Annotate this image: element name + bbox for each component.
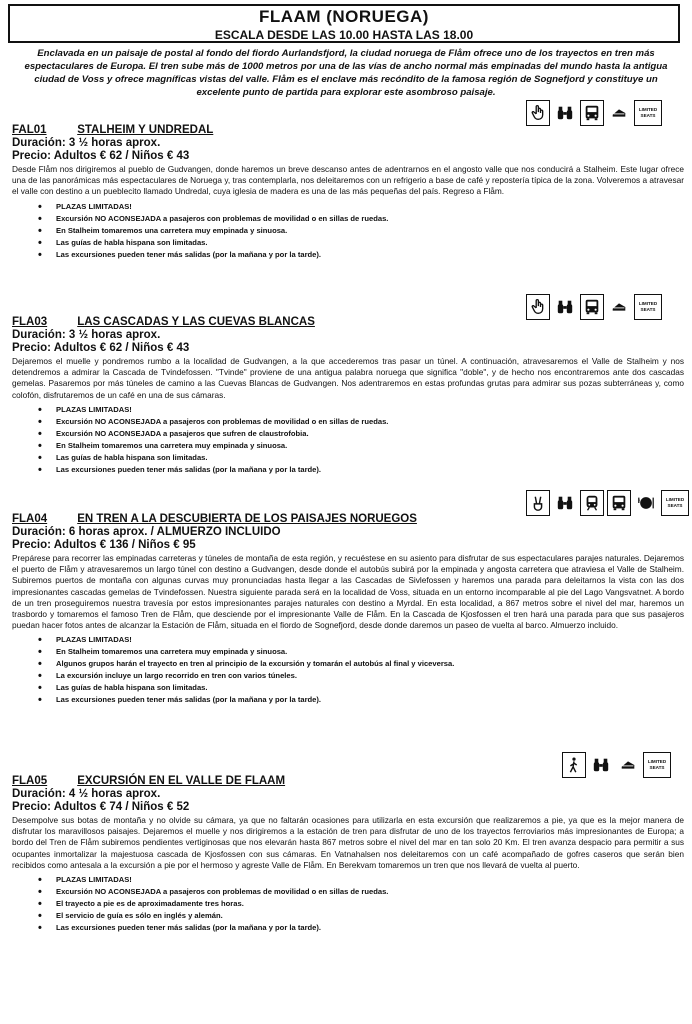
excursion-notes — [12, 404, 684, 476]
excursion-duration: Duración: 4 ½ horas aprox. — [12, 788, 161, 800]
excursion-code: FLA04 — [12, 513, 48, 525]
excursion-description: Desempolve sus botas de montaña y no olvide su cámara, ya que no faltarán ocasiones para utilizarla en esta excursión que realizaremos a pie, ya que es la mejor manera de disfrutar los maravillosos paisajes. Dejaremos el muelle y nos dirigiremos a la estación de tren para disfrutar de uno de los trayectos ferroviarios más impresionantes de Europa; a bordo del Tren de Flåm subiremos pendientes vertiginosas que nos elevarán hasta 867 metros sobre el nivel del mar en tan solo 20 Km. El tren avanza despacio para permitir a sus ocupantes inmortalizar la majestuosa cascada de Kjosfossen con sus cámaras. En Vatnahalsen nos deleitaremos con un café acompañado de gofres caseros que serán bien recibidos como antesala a la excursión a pie por el hermoso y agreste Valle de Flåm. En Berekvam tomaremos un tren que nos llevará de vuelta al puerto. — [12, 815, 684, 870]
note-item: • Las excursiones pueden tener más salidas (por la mañana y por la tarde). — [38, 694, 684, 706]
note-item: • En Stalheim tomaremos una carretera muy empinada y sinuosa. — [38, 225, 684, 237]
excursion-code: FLA05 — [12, 775, 48, 787]
note-item: • Las excursiones pueden tener más salidas (por la mañana y por la tarde). — [38, 922, 684, 934]
page-subtitle: ESCALA DESDE LAS 10.00 HASTA LAS 18.00 — [214, 28, 474, 42]
section-heading — [12, 316, 684, 329]
excursion-price: Precio: Adultos € 136 / Niños € 95 — [12, 539, 196, 551]
excursion-section-2 — [12, 316, 684, 476]
note-item: • Excursión NO ACONSEJADA a pasajeros con problemas de movilidad o en sillas de ruedas. — [38, 213, 684, 225]
snack-icon — [607, 100, 631, 126]
header-box — [8, 4, 680, 43]
note-item: • PLAZAS LIMITADAS! — [38, 874, 684, 886]
note-item: • Excursión NO ACONSEJADA a pasajeros que sufren de claustrofobia. — [38, 428, 684, 440]
note-item: • Las excursiones pueden tener más salidas (por la mañana y por la tarde). — [38, 464, 684, 476]
excursion-name: EN TREN A LA DESCUBIERTA DE LOS PAISAJES NORUEGOS — [77, 513, 417, 525]
section-1-icons — [526, 100, 662, 126]
excursion-code: FAL01 — [12, 124, 47, 136]
section-heading — [12, 124, 684, 137]
excursion-section-3 — [12, 513, 684, 706]
excursion-price: Precio: Adultos € 74 / Niños € 52 — [12, 801, 190, 813]
excursion-code: FLA03 — [12, 316, 48, 328]
excursion-duration: Duración: 3 ½ horas aprox. — [12, 137, 161, 149]
note-item: • Las guías de habla hispana son limitadas. — [38, 682, 684, 694]
excursion-name: STALHEIM Y UNDREDAL — [77, 124, 214, 136]
excursion-duration: Duración: 6 horas aprox. / ALMUERZO INCLUIDO — [12, 526, 281, 538]
excursion-name: EXCURSIÓN EN EL VALLE DE FLAAM — [77, 775, 286, 787]
excursion-duration: Duración: 3 ½ horas aprox. — [12, 329, 161, 341]
excursion-description: Prepárese para recorrer las empinadas carreteras y túneles de montaña de esta región, y recuéstese en su asiento para disfrutar de sus espectaculares parajes naturales. Dejaremos el puerto de Flåm y atravesaremos un largo túnel con destino a Gudvangen, desde donde el autobús subirá por la empinada y angosta carretera que atraviesa el Valle de Stalheim. Subiremos puertos de montaña con algunas curvas muy pronunciadas hasta llegar a las Cascadas de Sivlefossen y haremos una parada para deleitarnos la vista con las dos impresionantes cascadas gemelas de Tvindefossen. Nuestra siguiente parada será en la localidad de Voss, situada en un entorno incomparable al pie del Lago Vangsvatnet. A bordo de un tren proseguiremos nuestra travesía por estos impresionantes parajes naturales con destino a Myrdal. En esta localidad, a 867 metros sobre el nivel del mar, haremos un trasbordo y tomaremos el famoso Tren de Flåm, que desciende por el impresionante Valle de Flåm. En la Cascada de Kjosfossen el tren hará una parada para que sus pasajeros puedan hacer fotos antes de alcanzar la Estación de Flåm, situada en el fiordo de Sognefjord, desde donde daremos un paseo de vuelta al barco. Almuerzo incluido. — [12, 553, 684, 631]
note-item: • La excursión incluye un largo recorrido en tren con varios túneles. — [38, 670, 684, 682]
excursion-notes — [12, 634, 684, 706]
note-item: • PLAZAS LIMITADAS! — [38, 201, 684, 213]
page-title: FLAAM (NORUEGA) — [259, 7, 429, 26]
note-item: • Excursión NO ACONSEJADA a pasajeros con problemas de movilidad o en sillas de ruedas. — [38, 886, 684, 898]
limited-seats-badge: LIMITED SEATS — [643, 752, 671, 778]
excursion-section-4 — [12, 775, 684, 934]
limited-seats-badge: LIMITED SEATS — [634, 294, 662, 320]
binoculars-icon — [553, 100, 577, 126]
note-item: • El servicio de guía es sólo en inglés y alemán. — [38, 910, 684, 922]
excursion-notes — [12, 201, 684, 261]
note-item: • Las guías de habla hispana son limitadas. — [38, 237, 684, 249]
note-item: • En Stalheim tomaremos una carretera muy empinada y sinuosa. — [38, 440, 684, 452]
note-item: • Excursión NO ACONSEJADA a pasajeros con problemas de movilidad o en sillas de ruedas. — [38, 416, 684, 428]
excursion-price: Precio: Adultos € 62 / Niños € 43 — [12, 342, 190, 354]
excursion-description: Dejaremos el muelle y pondremos rumbo a la localidad de Gudvangen, a la que accederemos tras pasar un túnel. A continuación, atravesaremos el Valle de Stalheim y nos detendremos a admirar la Cascada de Tvindefossen. "Tvinde" proviene de una antigua palabra noruega que significa "doble", y de hecho nos encontraremos ante dos cascadas gemelas. Pasaremos por más túneles de camino a las Cuevas Blancas de Gudvangen. Nos adentraremos en estas profundas grutas para admirar sus pozas subterráneas y, como colofón, disfrutaremos de un café en una de sus cámaras. — [12, 356, 684, 400]
note-item: • PLAZAS LIMITADAS! — [38, 404, 684, 416]
excursion-section-1 — [12, 124, 684, 261]
note-item: • Las guías de habla hispana son limitadas. — [38, 452, 684, 464]
excursion-notes — [12, 874, 684, 934]
note-item: • Las excursiones pueden tener más salidas (por la mañana y por la tarde). — [38, 249, 684, 261]
excursion-description: Desde Flåm nos dirigiremos al pueblo de Gudvangen, donde haremos un breve descanso antes de adentrarnos en el angosto valle que nos conducirá a Stalheim. Este lugar ofrece una de las panorámicas más espectaculares de Noruega y, tras contemplarla, nos deleitaremos con un refrigerio a base de café y repostería típica de la zona. Volveremos a atravesar el valle con destino a un pueblecito llamado Undredal, cuya iglesia de madera es una de las más pequeñas del país. Regreso a Flåm. — [12, 164, 684, 197]
section-heading — [12, 513, 684, 526]
excursion-price: Precio: Adultos € 62 / Niños € 43 — [12, 150, 190, 162]
bus-icon — [580, 100, 604, 126]
excursion-name: LAS CASCADAS Y LAS CUEVAS BLANCAS — [77, 316, 315, 328]
limited-seats-badge: LIMITED SEATS — [661, 490, 689, 516]
limited-seats-badge: LIMITED SEATS — [634, 100, 662, 126]
note-item: • En Stalheim tomaremos una carretera muy empinada y sinuosa. — [38, 646, 684, 658]
note-item: • PLAZAS LIMITADAS! — [38, 634, 684, 646]
hand-icon — [526, 100, 550, 126]
note-item: • El trayecto a pie es de aproximadamente tres horas. — [38, 898, 684, 910]
note-item: • Algunos grupos harán el trayecto en tren al principio de la excursión y tomarán el autobús al final y viceversa. — [38, 658, 684, 670]
section-heading — [12, 775, 684, 788]
intro-paragraph: Enclavada en un paisaje de postal al fondo del fiordo Aurlandsfjord, la ciudad noruega de Flåm ofrece uno de los trayectos en tren más espectaculares de Europa. El tren sube más de 1000 metros por una de las vías de ancho normal más empinadas del mundo hasta la antigua ciudad de Voss y ofrece magníficas vistas del valle. Flåm es el enclave más recóndito de la famosa región de Sognefjord y constituye un excelente punto de partida para explorar este asombroso paisaje. — [24, 48, 668, 98]
